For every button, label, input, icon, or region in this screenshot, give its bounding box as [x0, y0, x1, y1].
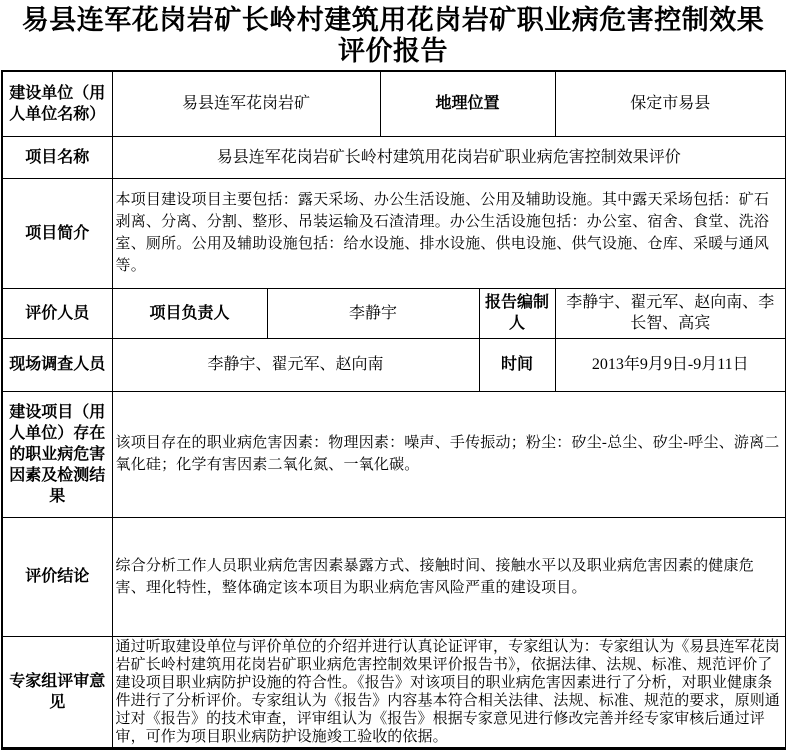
project-name-label: 项目名称 [2, 136, 112, 178]
construction-unit-value: 易县连军花岗岩矿 [112, 71, 380, 136]
construction-unit-label: 建设单位（用人单位名称） [2, 71, 112, 136]
project-leader-label: 项目负责人 [112, 288, 267, 338]
report-compiler-value: 李静宇、翟元军、赵向南、李长智、高宾 [555, 288, 786, 338]
location-label: 地理位置 [380, 71, 555, 136]
report-table [1, 70, 786, 750]
evaluators-label: 评价人员 [2, 288, 112, 338]
conclusion-label: 评价结论 [2, 517, 112, 636]
conclusion-value: 综合分析工作人员职业病危害因素暴露方式、接触时间、接触水平以及职业病危害因素的健康危害、理化特性，整体确定该本项目为职业病危害风险严重的建设项目。 [112, 517, 786, 636]
row-project-name [2, 136, 786, 178]
row-project-intro [2, 178, 786, 288]
hazards-value: 该项目存在的职业病危害因素：物理因素：噪声、手传振动；粉尘：矽尘-总尘、矽尘-呼尘、游离二氧化硅；化学有害因素二氧化氮、一氧化碳。 [112, 391, 786, 517]
project-name-value: 易县连军花岗岩矿长岭村建筑用花岗岩矿职业病危害控制效果评价 [112, 136, 786, 178]
hazards-label: 建设项目（用人单位）存在的职业病危害因素及检测结果 [2, 391, 112, 517]
location-value: 保定市易县 [555, 71, 786, 136]
time-value: 2013年9月9日-9月11日 [555, 338, 786, 391]
row-evaluators [2, 288, 786, 338]
site-survey-label: 现场调查人员 [2, 338, 112, 391]
row-conclusion [2, 517, 786, 636]
project-intro-value: 本项目建设项目主要包括：露天采场、办公生活设施、公用及辅助设施。其中露天采场包括：矿石剥离、分离、分割、整形、吊装运输及石渣清理。办公生活设施包括：办公室、宿舍、食堂、洗浴室、厕所。公用及辅助设施包括：给水设施、排水设施、供电设施、供气设施、仓库、采暖与通风等。 [112, 178, 786, 288]
row-hazards [2, 391, 786, 517]
time-label: 时间 [479, 338, 555, 391]
row-construction-unit [2, 71, 786, 136]
expert-review-label: 专家组评审意见 [2, 636, 112, 749]
row-expert-review [2, 636, 786, 749]
project-intro-label: 项目简介 [2, 178, 112, 288]
row-site-survey [2, 338, 786, 391]
site-survey-value: 李静宇、翟元军、赵向南 [112, 338, 479, 391]
report-title: 易县连军花岗岩矿长岭村建筑用花岗岩矿职业病危害控制效果评价报告 [21, 5, 765, 66]
report-compiler-label: 报告编制人 [479, 288, 555, 338]
expert-review-value: 通过听取建设单位与评价单位的介绍并进行认真论证评审，专家组认为：专家组认为《易县连军花岗岩矿长岭村建筑用花岗岩矿职业病危害控制效果评价报告书》，依据法律、法规、标准、规范评价了建设项目职业病防护设施的符合性。《报告》对该项目的职业病危害因素进行了分析，对职业健康条件进行了分析评价。专家组认为《报告》内容基本符合相关法律、法规、标准、规范的要求，原则通过对《报告》的技术审查，评审组认为《报告》根据专家意见进行修改完善并经专家审核后通过评审，可作为项目职业病防护设施竣工验收的依据。 [112, 636, 786, 749]
project-leader-value: 李静宇 [267, 288, 479, 338]
